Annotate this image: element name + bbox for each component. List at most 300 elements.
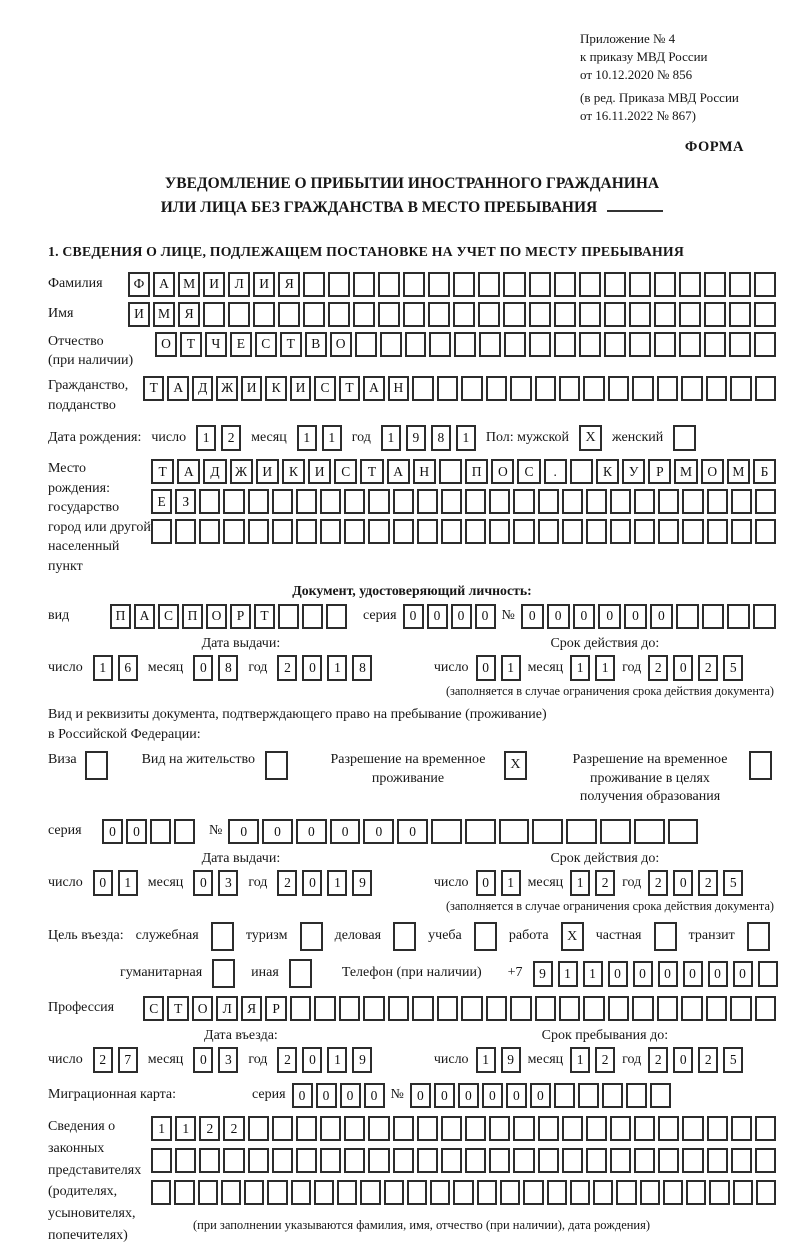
char-cell[interactable]: Л [228,272,250,297]
char-cell[interactable]: 9 [533,961,553,987]
char-cell[interactable] [604,302,626,327]
char-cell[interactable] [368,489,389,514]
char-cell[interactable] [441,489,462,514]
char-cell[interactable] [378,302,400,327]
char-cell[interactable]: 1 [381,425,401,451]
char-cell[interactable]: Ч [205,332,227,357]
char-cell[interactable]: И [290,376,311,401]
char-cell[interactable]: 0 [658,961,678,987]
char-cell[interactable] [704,272,726,297]
char-cell[interactable] [629,302,651,327]
char-cell[interactable] [579,272,601,297]
char-cell[interactable] [403,302,425,327]
char-cell[interactable] [554,332,576,357]
char-cell[interactable]: 1 [595,655,615,681]
purpose-work-checkbox[interactable]: X [561,922,584,951]
char-cell[interactable] [203,302,225,327]
char-cell[interactable]: 5 [723,655,743,681]
char-cell[interactable] [681,996,702,1021]
char-cell[interactable]: 3 [218,1047,238,1073]
char-cell[interactable] [658,519,679,544]
char-cell[interactable]: 2 [277,1047,297,1073]
char-cell[interactable]: 2 [648,1047,668,1073]
char-cell[interactable] [344,519,365,544]
char-cell[interactable] [658,1116,679,1141]
char-cell[interactable]: 0 [427,604,448,629]
char-cell[interactable] [454,332,476,357]
char-cell[interactable]: 1 [93,655,113,681]
char-cell[interactable] [733,1180,753,1205]
char-cell[interactable]: З [175,489,196,514]
char-cell[interactable] [453,302,475,327]
char-cell[interactable]: 0 [193,870,213,896]
char-cell[interactable] [344,1116,365,1141]
char-cell[interactable]: 0 [673,655,693,681]
char-cell[interactable] [417,1116,438,1141]
char-cell[interactable] [296,1116,317,1141]
char-cell[interactable] [513,1116,534,1141]
char-cell[interactable] [610,1148,631,1173]
char-cell[interactable] [320,519,341,544]
char-cell[interactable] [290,996,311,1021]
char-cell[interactable] [174,1180,194,1205]
char-cell[interactable]: Б [753,459,776,484]
char-cell[interactable] [727,604,750,629]
char-cell[interactable] [393,519,414,544]
char-cell[interactable]: Я [241,996,262,1021]
char-cell[interactable]: 2 [221,425,241,451]
char-cell[interactable] [583,376,604,401]
char-cell[interactable]: Я [278,272,300,297]
char-cell[interactable] [461,376,482,401]
char-cell[interactable] [368,519,389,544]
char-cell[interactable]: М [727,459,750,484]
char-cell[interactable]: Р [648,459,671,484]
char-cell[interactable]: О [491,459,514,484]
char-cell[interactable] [657,996,678,1021]
char-cell[interactable]: 0 [708,961,728,987]
char-cell[interactable] [478,302,500,327]
char-cell[interactable] [378,272,400,297]
char-cell[interactable] [593,1180,613,1205]
char-cell[interactable] [616,1180,636,1205]
char-cell[interactable] [755,519,776,544]
char-cell[interactable]: Р [230,604,251,629]
char-cell[interactable] [535,996,556,1021]
char-cell[interactable] [626,1083,647,1108]
purpose-study-checkbox[interactable] [474,922,497,951]
char-cell[interactable] [731,1148,752,1173]
char-cell[interactable] [538,1148,559,1173]
char-cell[interactable] [679,272,701,297]
char-cell[interactable]: 0 [624,604,647,629]
char-cell[interactable] [658,489,679,514]
char-cell[interactable] [429,332,451,357]
char-cell[interactable] [562,519,583,544]
char-cell[interactable] [682,489,703,514]
char-cell[interactable]: 1 [175,1116,196,1141]
char-cell[interactable] [320,489,341,514]
char-cell[interactable]: 0 [673,870,693,896]
gender-female-checkbox[interactable] [673,425,696,451]
char-cell[interactable] [513,1148,534,1173]
char-cell[interactable] [634,519,655,544]
char-cell[interactable]: 0 [292,1083,313,1108]
char-cell[interactable] [489,519,510,544]
char-cell[interactable] [303,302,325,327]
char-cell[interactable]: 0 [397,819,428,844]
char-cell[interactable]: К [265,376,286,401]
char-cell[interactable] [267,1180,287,1205]
char-cell[interactable] [654,272,676,297]
char-cell[interactable] [384,1180,404,1205]
char-cell[interactable]: 0 [476,655,496,681]
char-cell[interactable] [559,376,580,401]
char-cell[interactable]: 2 [595,870,615,896]
char-cell[interactable] [600,819,631,844]
char-cell[interactable] [510,996,531,1021]
char-cell[interactable] [513,519,534,544]
char-cell[interactable]: П [110,604,131,629]
char-cell[interactable] [499,819,530,844]
char-cell[interactable] [629,272,651,297]
char-cell[interactable] [730,996,751,1021]
char-cell[interactable] [562,1116,583,1141]
char-cell[interactable]: 0 [482,1083,503,1108]
char-cell[interactable] [554,302,576,327]
char-cell[interactable] [579,302,601,327]
char-cell[interactable]: Е [151,489,172,514]
char-cell[interactable]: Т [167,996,188,1021]
char-cell[interactable] [465,1116,486,1141]
char-cell[interactable] [339,996,360,1021]
char-cell[interactable]: 0 [547,604,570,629]
char-cell[interactable]: 0 [316,1083,337,1108]
char-cell[interactable]: И [128,302,150,327]
char-cell[interactable]: Ф [128,272,150,297]
char-cell[interactable] [175,519,196,544]
char-cell[interactable] [465,519,486,544]
char-cell[interactable] [500,1180,520,1205]
char-cell[interactable] [296,489,317,514]
char-cell[interactable] [296,1148,317,1173]
char-cell[interactable]: Т [143,376,164,401]
char-cell[interactable] [441,1116,462,1141]
char-cell[interactable]: 0 [126,819,147,844]
char-cell[interactable]: 8 [352,655,372,681]
char-cell[interactable] [431,819,462,844]
char-cell[interactable] [278,302,300,327]
char-cell[interactable] [706,996,727,1021]
char-cell[interactable] [272,1116,293,1141]
char-cell[interactable]: 0 [102,819,123,844]
char-cell[interactable] [504,332,526,357]
char-cell[interactable]: О [206,604,227,629]
char-cell[interactable] [753,604,776,629]
char-cell[interactable]: 0 [434,1083,455,1108]
char-cell[interactable]: 0 [410,1083,431,1108]
char-cell[interactable]: И [203,272,225,297]
char-cell[interactable] [465,489,486,514]
char-cell[interactable] [405,332,427,357]
char-cell[interactable]: 0 [262,819,293,844]
char-cell[interactable]: 1 [297,425,317,451]
char-cell[interactable]: 0 [302,1047,322,1073]
char-cell[interactable]: 0 [506,1083,527,1108]
char-cell[interactable]: 2 [648,870,668,896]
char-cell[interactable]: 8 [218,655,238,681]
char-cell[interactable] [586,1116,607,1141]
char-cell[interactable] [682,519,703,544]
char-cell[interactable] [489,1148,510,1173]
char-cell[interactable]: Т [360,459,383,484]
char-cell[interactable]: 2 [698,870,718,896]
char-cell[interactable]: Т [280,332,302,357]
char-cell[interactable] [707,1116,728,1141]
char-cell[interactable]: К [282,459,305,484]
char-cell[interactable] [430,1180,450,1205]
char-cell[interactable] [523,1180,543,1205]
char-cell[interactable] [704,302,726,327]
char-cell[interactable]: 0 [193,1047,213,1073]
char-cell[interactable] [583,996,604,1021]
char-cell[interactable]: Т [254,604,275,629]
char-cell[interactable] [441,1148,462,1173]
char-cell[interactable] [465,819,496,844]
char-cell[interactable] [248,489,269,514]
char-cell[interactable]: 1 [583,961,603,987]
char-cell[interactable] [610,489,631,514]
char-cell[interactable]: Д [203,459,226,484]
char-cell[interactable] [393,489,414,514]
char-cell[interactable]: 0 [475,604,496,629]
char-cell[interactable] [428,302,450,327]
char-cell[interactable] [314,1180,334,1205]
char-cell[interactable] [754,272,776,297]
char-cell[interactable] [489,489,510,514]
char-cell[interactable]: Т [339,376,360,401]
purpose-other-checkbox[interactable] [289,959,312,988]
char-cell[interactable]: Т [151,459,174,484]
char-cell[interactable]: Н [413,459,436,484]
char-cell[interactable] [272,519,293,544]
char-cell[interactable] [756,1180,776,1205]
char-cell[interactable] [586,519,607,544]
char-cell[interactable] [296,519,317,544]
char-cell[interactable] [707,489,728,514]
char-cell[interactable]: 1 [570,870,590,896]
char-cell[interactable]: П [465,459,488,484]
char-cell[interactable]: О [330,332,352,357]
char-cell[interactable] [704,332,726,357]
char-cell[interactable] [198,1180,218,1205]
char-cell[interactable] [407,1180,427,1205]
char-cell[interactable]: 0 [733,961,753,987]
char-cell[interactable] [731,489,752,514]
char-cell[interactable] [676,604,699,629]
char-cell[interactable] [151,519,172,544]
char-cell[interactable] [412,376,433,401]
char-cell[interactable]: 1 [327,1047,347,1073]
char-cell[interactable] [353,302,375,327]
char-cell[interactable] [730,376,751,401]
char-cell[interactable] [679,302,701,327]
char-cell[interactable]: 2 [199,1116,220,1141]
char-cell[interactable] [566,819,597,844]
char-cell[interactable] [199,489,220,514]
char-cell[interactable] [663,1180,683,1205]
char-cell[interactable] [175,1148,196,1173]
char-cell[interactable]: Я [178,302,200,327]
char-cell[interactable] [634,1148,655,1173]
char-cell[interactable] [368,1116,389,1141]
char-cell[interactable] [731,519,752,544]
char-cell[interactable]: 9 [352,870,372,896]
char-cell[interactable] [248,1116,269,1141]
char-cell[interactable] [755,996,776,1021]
char-cell[interactable]: 0 [650,604,673,629]
char-cell[interactable] [199,519,220,544]
char-cell[interactable]: С [143,996,164,1021]
char-cell[interactable] [314,996,335,1021]
char-cell[interactable] [570,1180,590,1205]
char-cell[interactable]: 1 [476,1047,496,1073]
char-cell[interactable]: С [314,376,335,401]
char-cell[interactable]: А [134,604,155,629]
char-cell[interactable]: О [701,459,724,484]
char-cell[interactable] [532,819,563,844]
char-cell[interactable]: 0 [363,819,394,844]
char-cell[interactable] [453,272,475,297]
char-cell[interactable] [755,1148,776,1173]
visa-checkbox[interactable] [85,751,108,780]
char-cell[interactable]: 0 [530,1083,551,1108]
char-cell[interactable] [602,1083,623,1108]
char-cell[interactable]: 0 [296,819,327,844]
char-cell[interactable] [629,332,651,357]
char-cell[interactable]: И [256,459,279,484]
char-cell[interactable] [302,604,323,629]
char-cell[interactable] [328,302,350,327]
char-cell[interactable] [707,1148,728,1173]
char-cell[interactable] [686,1180,706,1205]
char-cell[interactable] [355,332,377,357]
char-cell[interactable] [393,1148,414,1173]
char-cell[interactable] [535,376,556,401]
char-cell[interactable] [610,519,631,544]
char-cell[interactable]: А [167,376,188,401]
char-cell[interactable] [562,489,583,514]
char-cell[interactable] [199,1148,220,1173]
char-cell[interactable]: 1 [570,655,590,681]
purpose-transit-checkbox[interactable] [747,922,770,951]
char-cell[interactable]: 1 [501,870,521,896]
temporary-residence-checkbox[interactable]: X [504,751,527,780]
char-cell[interactable]: С [517,459,540,484]
char-cell[interactable] [244,1180,264,1205]
char-cell[interactable]: М [153,302,175,327]
char-cell[interactable]: 1 [327,870,347,896]
char-cell[interactable] [529,332,551,357]
char-cell[interactable] [393,1116,414,1141]
char-cell[interactable]: И [241,376,262,401]
char-cell[interactable] [437,996,458,1021]
char-cell[interactable] [679,332,701,357]
char-cell[interactable] [417,489,438,514]
char-cell[interactable]: 2 [698,655,718,681]
char-cell[interactable]: 1 [151,1116,172,1141]
char-cell[interactable]: Д [192,376,213,401]
char-cell[interactable] [328,272,350,297]
char-cell[interactable] [360,1180,380,1205]
char-cell[interactable]: С [334,459,357,484]
char-cell[interactable]: М [178,272,200,297]
char-cell[interactable] [554,272,576,297]
char-cell[interactable] [248,1148,269,1173]
char-cell[interactable]: 2 [223,1116,244,1141]
char-cell[interactable]: С [158,604,179,629]
char-cell[interactable] [150,819,171,844]
char-cell[interactable] [562,1148,583,1173]
char-cell[interactable] [650,1083,671,1108]
char-cell[interactable]: 0 [340,1083,361,1108]
char-cell[interactable] [278,604,299,629]
char-cell[interactable] [326,604,347,629]
char-cell[interactable]: Л [216,996,237,1021]
char-cell[interactable]: 0 [93,870,113,896]
char-cell[interactable] [320,1116,341,1141]
char-cell[interactable] [681,376,702,401]
char-cell[interactable] [755,489,776,514]
char-cell[interactable] [586,489,607,514]
char-cell[interactable] [604,332,626,357]
char-cell[interactable]: 0 [364,1083,385,1108]
char-cell[interactable]: О [192,996,213,1021]
char-cell[interactable] [758,961,778,987]
char-cell[interactable] [221,1180,241,1205]
char-cell[interactable] [608,996,629,1021]
char-cell[interactable]: 0 [302,655,322,681]
char-cell[interactable] [403,272,425,297]
char-cell[interactable] [586,1148,607,1173]
char-cell[interactable] [755,376,776,401]
char-cell[interactable] [632,996,653,1021]
char-cell[interactable]: 0 [673,1047,693,1073]
char-cell[interactable]: Ж [216,376,237,401]
char-cell[interactable]: 1 [327,655,347,681]
char-cell[interactable]: 0 [193,655,213,681]
char-cell[interactable] [477,1180,497,1205]
char-cell[interactable]: 0 [598,604,621,629]
char-cell[interactable]: Е [230,332,252,357]
char-cell[interactable] [388,996,409,1021]
char-cell[interactable] [303,272,325,297]
char-cell[interactable] [729,332,751,357]
char-cell[interactable]: 2 [93,1047,113,1073]
char-cell[interactable] [682,1148,703,1173]
char-cell[interactable]: 1 [558,961,578,987]
char-cell[interactable]: И [308,459,331,484]
char-cell[interactable] [272,1148,293,1173]
char-cell[interactable] [486,376,507,401]
char-cell[interactable] [632,376,653,401]
char-cell[interactable] [253,302,275,327]
char-cell[interactable] [486,996,507,1021]
char-cell[interactable] [228,302,250,327]
char-cell[interactable]: К [596,459,619,484]
char-cell[interactable]: В [305,332,327,357]
char-cell[interactable]: С [255,332,277,357]
